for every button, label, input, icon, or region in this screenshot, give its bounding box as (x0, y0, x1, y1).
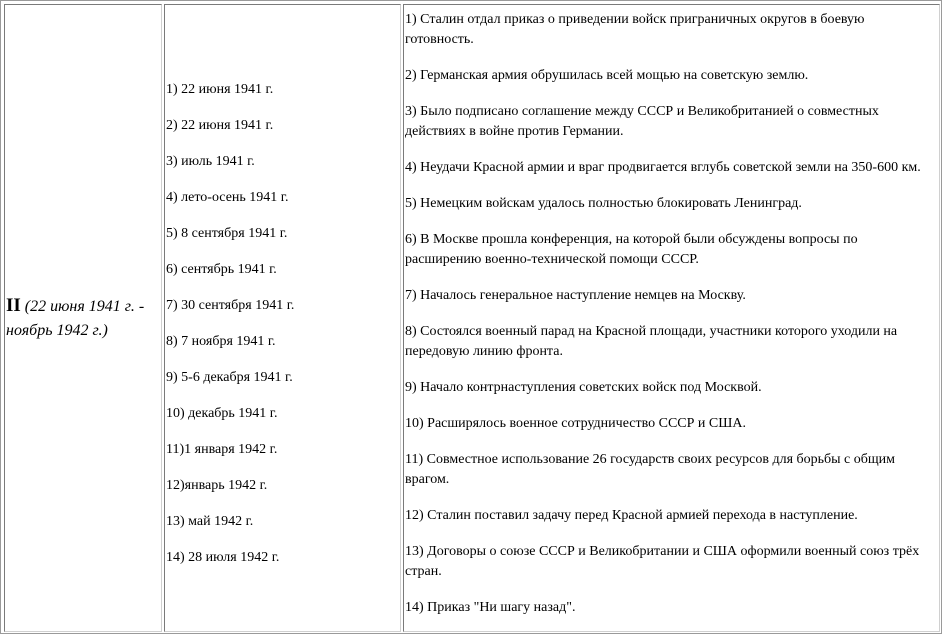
event-item: 10) Расширялось военное сотрудничество СССР и США. (405, 416, 746, 431)
date-item: 7) 30 сентября 1941 г. (166, 298, 295, 313)
events-cell (403, 4, 940, 632)
event-item: 3) Было подписано соглашение между СССР и Великобританией о совместных действиях в войне против Германии. (405, 104, 879, 139)
date-item: 11)1 января 1942 г. (166, 442, 278, 457)
event-item: 1) Сталин отдал приказ о приведении войск приграничных округов в боевую готовность. (405, 12, 865, 47)
date-item: 2) 22 июня 1941 г. (166, 118, 274, 133)
date-item: 13) май 1942 г. (166, 514, 254, 529)
events-list (405, 10, 935, 634)
event-item: 12) Сталин поставил задачу перед Красной армией перехода в наступление. (405, 508, 858, 523)
date-item: 14) 28 июля 1942 г. (166, 550, 280, 565)
period-label (5, 294, 161, 343)
period-numeral: II (6, 294, 21, 316)
date-item: 8) 7 ноября 1941 г. (166, 334, 276, 349)
date-item: 1) 22 июня 1941 г. (166, 82, 274, 97)
date-item: 3) июль 1941 г. (166, 154, 255, 169)
dates-cell (164, 4, 401, 632)
date-item: 9) 5-6 декабря 1941 г. (166, 370, 293, 385)
event-item: 9) Начало контрнаступления советских войск под Москвой. (405, 380, 762, 395)
event-item: 14) Приказ "Ни шагу назад". (405, 600, 576, 615)
event-item: 6) В Москве прошла конференция, на которой были обсуждены вопросы по расширению военно-технической помощи СССР. (405, 232, 858, 267)
period-range: (22 июня 1941 г. - ноябрь 1942 г.) (6, 297, 145, 339)
date-item: 5) 8 сентября 1941 г. (166, 226, 288, 241)
event-item: 7) Началось генеральное наступление немцев на Москву. (405, 288, 746, 303)
event-item: 2) Германская армия обрушилась всей мощью на советскую землю. (405, 68, 809, 83)
date-item: 12)январь 1942 г. (166, 478, 268, 493)
event-item: 5) Немецким войскам удалось полностью блокировать Ленинград. (405, 196, 802, 211)
event-item: 4) Неудачи Красной армии и враг продвигается вглубь советской земли на 350-600 км. (405, 160, 921, 175)
dates-list (166, 81, 294, 585)
event-item: 8) Состоялся военный парад на Красной площади, участники которого уходили на передовую линию фронта. (405, 324, 898, 359)
date-item: 4) лето-осень 1941 г. (166, 190, 289, 205)
date-item: 10) декабрь 1941 г. (166, 406, 278, 421)
event-item: 13) Договоры о союзе СССР и Великобритании и США оформили военный союз трёх стран. (405, 544, 920, 579)
period-cell (4, 4, 162, 632)
event-item: 11) Совместное использование 26 государств своих ресурсов для борьбы с общим врагом. (405, 452, 896, 487)
date-item: 6) сентябрь 1941 г. (166, 262, 277, 277)
